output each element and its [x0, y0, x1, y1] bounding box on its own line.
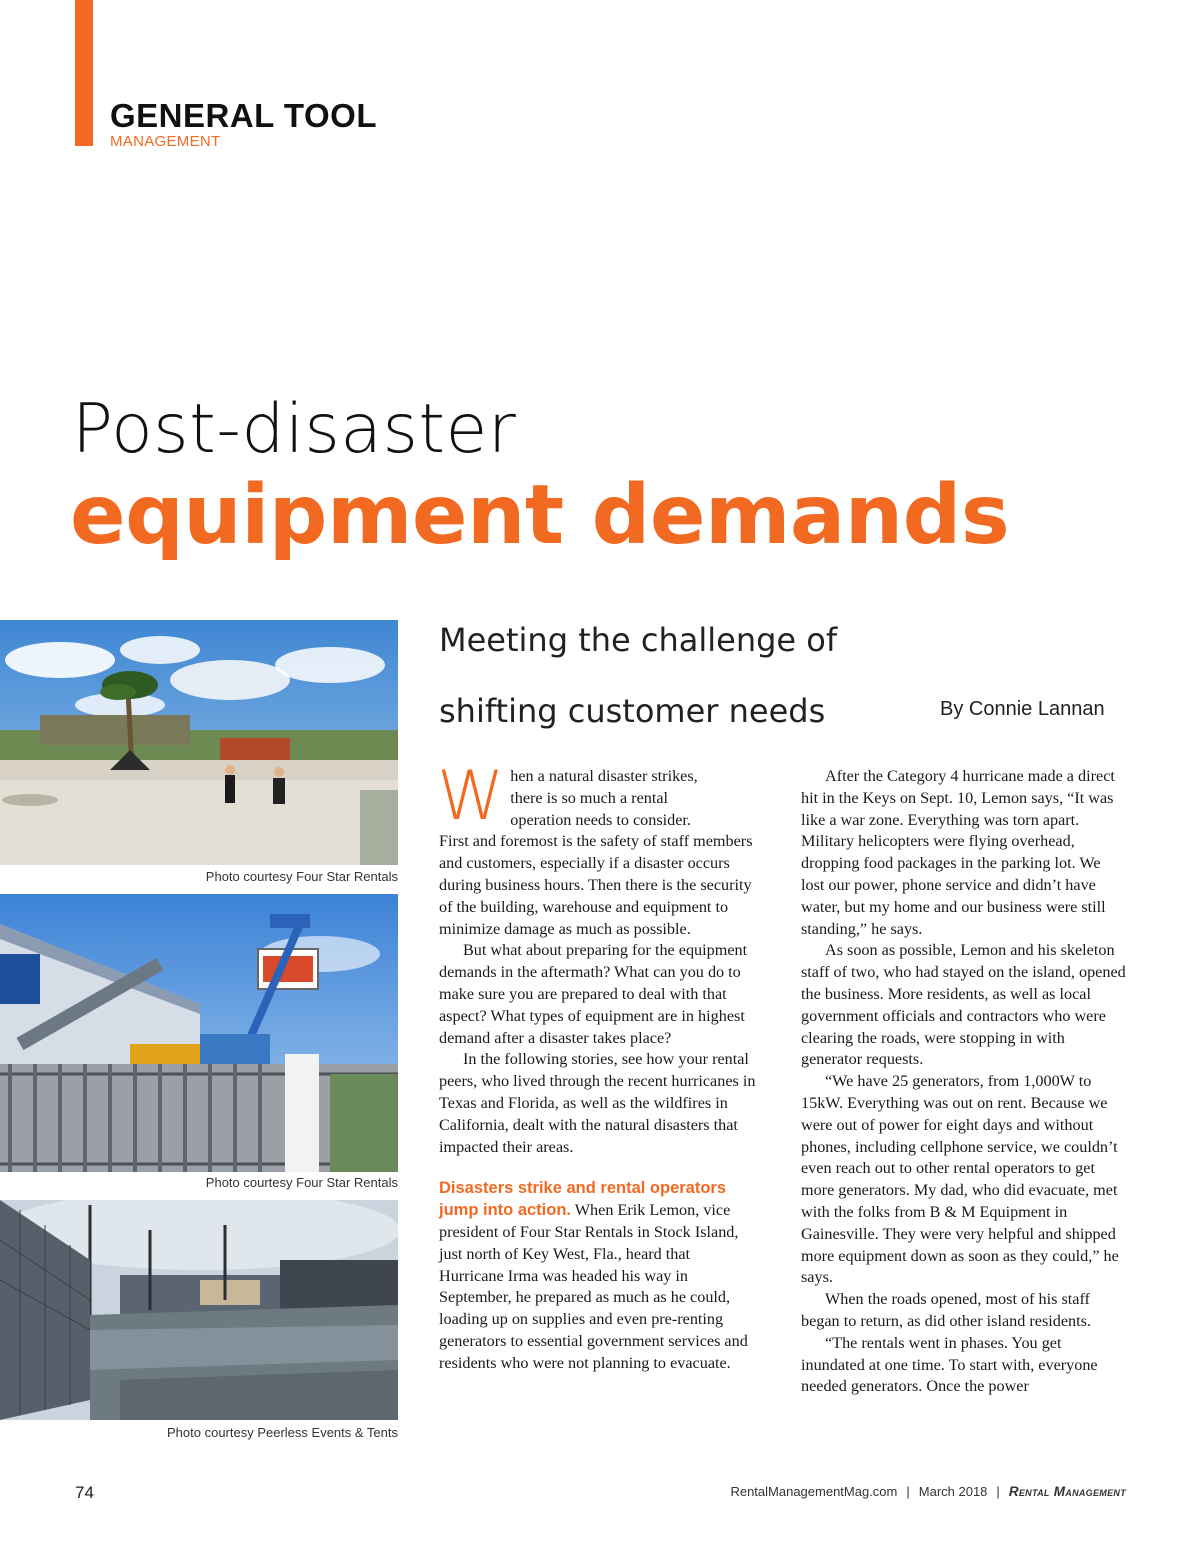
- page-number: 74: [75, 1483, 94, 1502]
- photo-caption: Photo courtesy Peerless Events & Tents: [167, 1425, 398, 1440]
- article-paragraph: [437, 757, 757, 940]
- article-paragraph: After the Category 4 hurricane made a direct hit in the Keys on Sept. 10, Lemon says, “It was like a war zone. Everything was torn apart. Military helicopters were flying overhead, dropping food packages in the parking lot. We lost our power, phone service and didn’t have water, but my home and our business were still standing,” he says.: [801, 767, 1115, 938]
- headline-line-1: Post-disaster: [72, 390, 517, 469]
- article-paragraph: “We have 25 generators, from 1,000W to 15kW. Everything was out on rent. Because we were out of power for eight days and without phones, including cellphone service, we couldn’t even reach out to other rental operators to get more generators. My dad, who did evacuate, met with the folks from B & M Equipment in Gainesville. They were very helpful and shipped more equipment down as soon as they could,” he says.: [801, 1072, 1119, 1287]
- deck-line-1: Meeting the challenge of: [439, 621, 838, 659]
- article-paragraph: [439, 1178, 757, 1374]
- footer-separator: |: [996, 1484, 1000, 1499]
- footer-website: RentalManagementMag.com: [730, 1484, 898, 1499]
- subhead: Disasters strike and rental operators jump into action.: [439, 1179, 727, 1220]
- article-paragraph: As soon as possible, Lemon and his skeleton staff of two, who had stayed on the island, opened the business. More residents, as well as local government officials and contractors who were clearing the roads, were stopping in with generator requests.: [801, 941, 1126, 1069]
- article-column-1: [437, 757, 757, 1375]
- photo-flooded-street: [0, 1200, 398, 1420]
- article-paragraph: In the following stories, see how your rental peers, who lived through the recent hurricanes in Texas and Florida, as well as the wildfires in California, dealt with the natural disasters that impacted their areas.: [439, 1050, 756, 1156]
- photo-storm-aftermath: [0, 620, 398, 865]
- article-column-2: [801, 766, 1126, 1398]
- footer-magazine: Rental Management: [1008, 1484, 1126, 1499]
- headline-line-2: equipment demands: [70, 468, 1010, 563]
- article-paragraph: But what about preparing for the equipment demands in the aftermath? What can you do to make sure you are prepared to deal with that aspect? What types of equipment are in highest demand after a disaster takes place?: [439, 941, 748, 1047]
- footer-separator: |: [906, 1484, 910, 1499]
- lead-line: operation needs to consider.: [510, 810, 691, 829]
- paragraph-text: When Erik Lemon, vice president of Four Star Rentals in Stock Island, just north of Key West, Fla., heard that Hurricane Irma was headed his way in September, he prepared as much as he could, loading up on supplies and even pre-renting generators to essential government services and residents who were not planning to evacuate.: [439, 1201, 748, 1372]
- drop-cap: W: [437, 757, 505, 836]
- photo-caption: Photo courtesy Four Star Rentals: [205, 1175, 398, 1190]
- paragraph-text: First and foremost is the safety of staff members and customers, especially if a disaster occurs during business hours. Then there is the security of the building, warehouse and equipment to minimize damage as much as possible.: [439, 832, 753, 938]
- section-title: GENERAL TOOL: [110, 97, 377, 134]
- section-subtitle: MANAGEMENT: [110, 133, 221, 150]
- footer-credits: [730, 1484, 1126, 1499]
- byline: By Connie Lannan: [940, 698, 1105, 720]
- deck-line-2: shifting customer needs: [439, 692, 826, 730]
- section-accent-bar: [75, 0, 93, 146]
- photo-rental-yard: [0, 894, 398, 1172]
- photo-caption: Photo courtesy Four Star Rentals: [205, 869, 398, 884]
- lead-line: hen a natural disaster strikes,: [510, 767, 698, 785]
- article-paragraph: When the roads opened, most of his staff began to return, as did other island residents.: [801, 1290, 1091, 1330]
- footer-issue: March 2018: [918, 1484, 988, 1499]
- article-paragraph: “The rentals went in phases. You get inundated at one time. To start with, everyone needed generators. Once the power: [801, 1333, 1098, 1396]
- deck: [439, 605, 909, 747]
- lead-line: there is so much a rental: [510, 788, 669, 807]
